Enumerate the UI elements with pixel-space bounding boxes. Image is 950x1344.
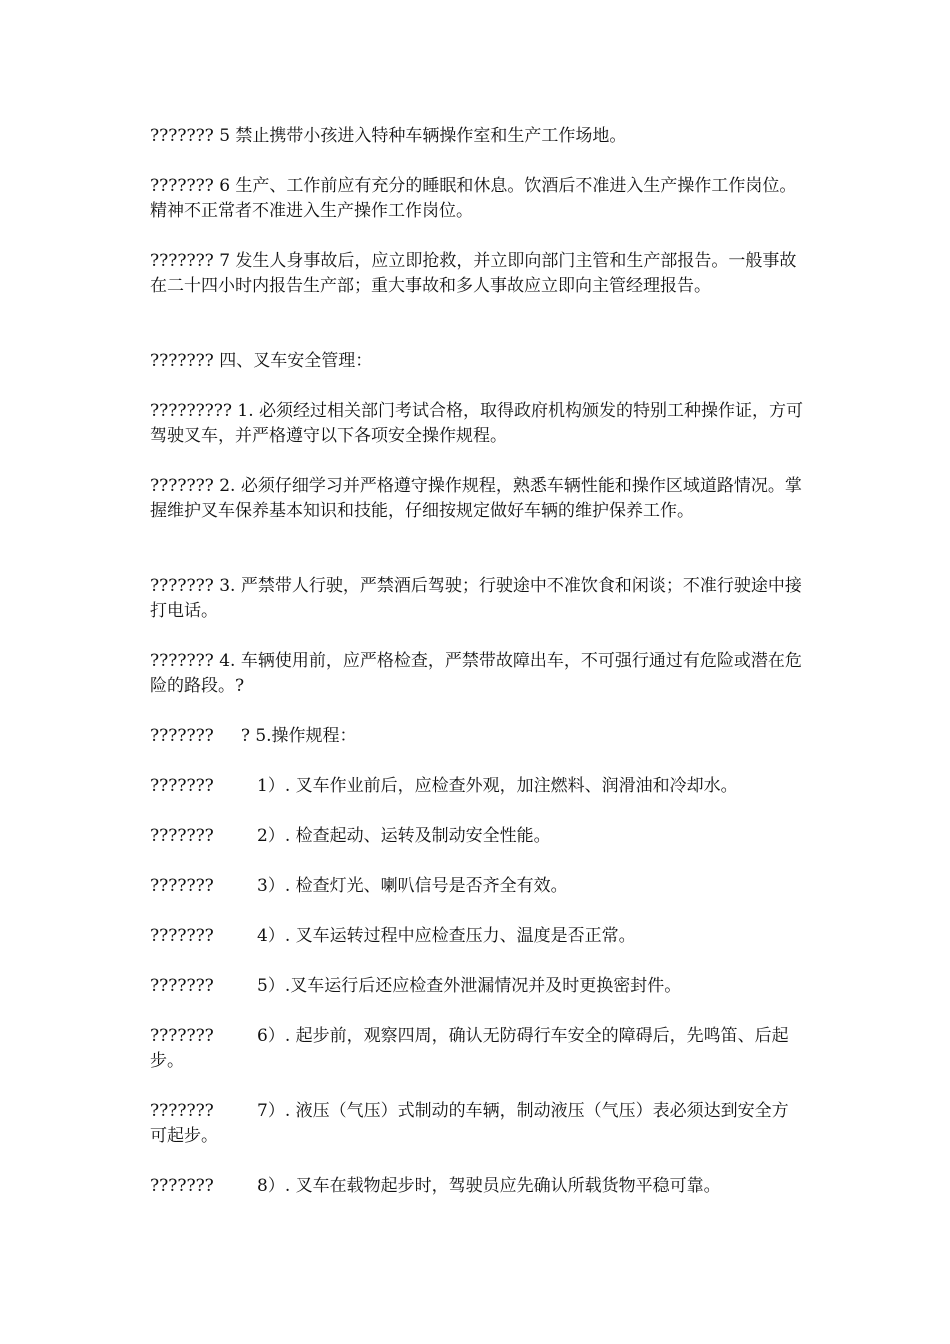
paragraph-rule-6: ??????? 6 生产、工作前应有充分的睡眠和休息。饮酒后不准进入生产操作工作岗位。精神不正常者不准进入生产操作工作岗位。: [150, 176, 797, 221]
list-item-operating-rule-8: ??????? 8）. 叉车在载物起步时，驾驶员应先确认所载货物平稳可靠。: [150, 1176, 721, 1196]
paragraph-operating-rules-heading: ??????? ? 5.操作规程：: [150, 726, 357, 746]
paragraph-rule-7: ??????? 7 发生人身事故后，应立即抢救，并立即向部门主管和生产部报告。一般事故在二十四小时内报告生产部；重大事故和多人事故应立即向主管经理报告。: [150, 251, 797, 296]
section-heading-forklift-safety: ??????? 四、叉车安全管理：: [150, 351, 373, 371]
list-item-operating-rule-5: ??????? 5）.叉车运行后还应检查外泄漏情况并及时更换密封件。: [150, 976, 682, 996]
paragraph-forklift-2: ??????? 2. 必须仔细学习并严格遵守操作规程，熟悉车辆性能和操作区域道路情况。掌握维护叉车保养基本知识和技能，仔细按规定做好车辆的维护保养工作。: [150, 476, 802, 521]
paragraph-rule-5: ??????? 5 禁止携带小孩进入特种车辆操作室和生产工作场地。: [150, 126, 627, 146]
list-item-operating-rule-2: ??????? 2）. 检查起动、运转及制动安全性能。: [150, 826, 551, 846]
list-item-operating-rule-6: ??????? 6）. 起步前，观察四周，确认无防碍行车安全的障碍后，先鸣笛、后起步。: [150, 1026, 789, 1071]
list-item-operating-rule-1: ??????? 1）. 叉车作业前后，应检查外观，加注燃料、润滑油和冷却水。: [150, 776, 738, 796]
list-item-operating-rule-3: ??????? 3）. 检查灯光、喇叭信号是否齐全有效。: [150, 876, 568, 896]
paragraph-forklift-1: ????????? 1. 必须经过相关部门考试合格，取得政府机构颁发的特别工种操作证，方可驾驶叉车，并严格遵守以下各项安全操作规程。: [150, 401, 804, 446]
paragraph-forklift-3: ??????? 3. 严禁带人行驶，严禁酒后驾驶；行驶途中不准饮食和闲谈；不准行驶途中接打电话。: [150, 576, 802, 621]
list-item-operating-rule-4: ??????? 4）. 叉车运转过程中应检查压力、温度是否正常。: [150, 926, 636, 946]
paragraph-forklift-4: ??????? 4. 车辆使用前，应严格检查，严禁带故障出车，不可强行通过有危险或潜在危险的路段。?: [150, 651, 802, 696]
list-item-operating-rule-7: ??????? 7）. 液压（气压）式制动的车辆，制动液压（气压）表必须达到安全方可起步。: [150, 1101, 789, 1146]
